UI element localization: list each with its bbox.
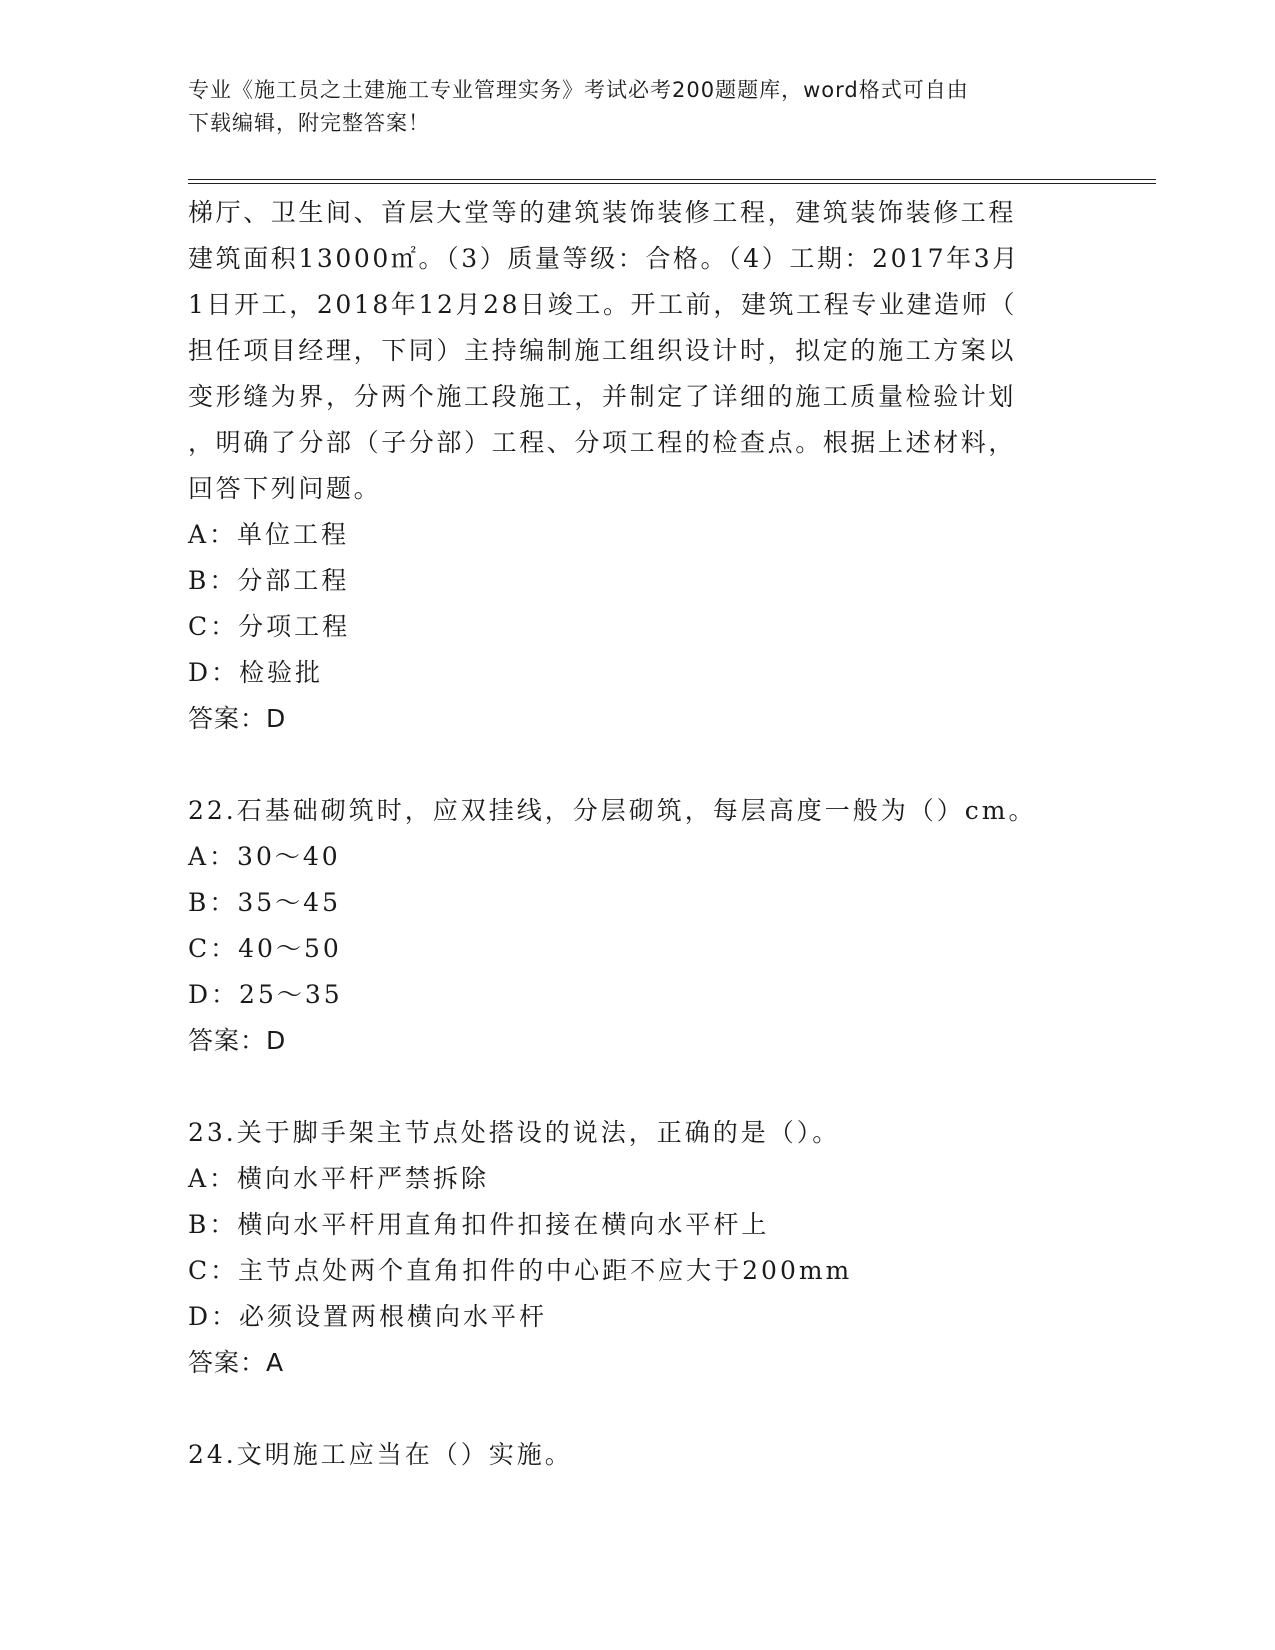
spacer: [188, 1064, 1068, 1110]
header-rule-top: [188, 179, 1156, 180]
document-header: [188, 74, 1068, 140]
question-24: 24.文明施工应当在（）实施。: [188, 1440, 573, 1469]
option-c: C：主节点处两个直角扣件的中心距不应大于200mm: [188, 1256, 853, 1285]
spacer: [188, 742, 1068, 788]
option-c: C：40～50: [188, 934, 342, 963]
answer: 答案：A: [188, 1348, 285, 1377]
passage-line: 建筑面积13000㎡。（3）质量等级：合格。（4）工期：2017年3月: [188, 244, 1020, 273]
passage-line: 变形缝为界，分两个施工段施工，并制定了详细的施工质量检验计划: [188, 382, 1017, 411]
answer: 答案：D: [188, 1026, 287, 1055]
header-line-2: 下载编辑，附完整答案！: [188, 111, 430, 135]
passage-line: 梯厅、卫生间、首层大堂等的建筑装饰装修工程，建筑装饰装修工程: [188, 198, 1017, 227]
question-23: 23.关于脚手架主节点处搭设的说法，正确的是（）。: [188, 1118, 841, 1147]
option-c: C：分项工程: [188, 612, 351, 641]
passage-line: 担任项目经理，下同）主持编制施工组织设计时，拟定的施工方案以: [188, 336, 1017, 365]
answer: 答案：D: [188, 704, 287, 733]
option-d: D：必须设置两根横向水平杆: [188, 1302, 548, 1331]
passage-text: [188, 190, 1068, 512]
header-rule-bottom: [188, 183, 1156, 184]
spacer: [188, 1386, 1068, 1432]
question-22: 22.石基础砌筑时，应双挂线，分层砌筑，每层高度一般为（）cm。: [188, 796, 1037, 825]
document-body: [188, 190, 1068, 1478]
option-b: B：35～45: [188, 888, 341, 917]
option-a: A：单位工程: [188, 520, 350, 549]
option-d: D：25～35: [188, 980, 343, 1009]
option-d: D：检验批: [188, 658, 324, 687]
option-a: A：30～40: [188, 842, 341, 871]
passage-line: 回答下列问题。: [188, 474, 382, 503]
header-line-1: 专业《施工员之土建施工专业管理实务》考试必考200题题库，word格式可自由: [188, 78, 969, 102]
passage-line: 1日开工，2018年12月28日竣工。开工前，建筑工程专业建造师（: [188, 290, 1017, 319]
option-b: B：分部工程: [188, 566, 350, 595]
passage-line: ，明确了分部（子分部）工程、分项工程的检查点。根据上述材料，: [188, 428, 1017, 457]
option-a: A：横向水平杆严禁拆除: [188, 1164, 490, 1193]
option-b: B：横向水平杆用直角扣件扣接在横向水平杆上: [188, 1210, 770, 1239]
